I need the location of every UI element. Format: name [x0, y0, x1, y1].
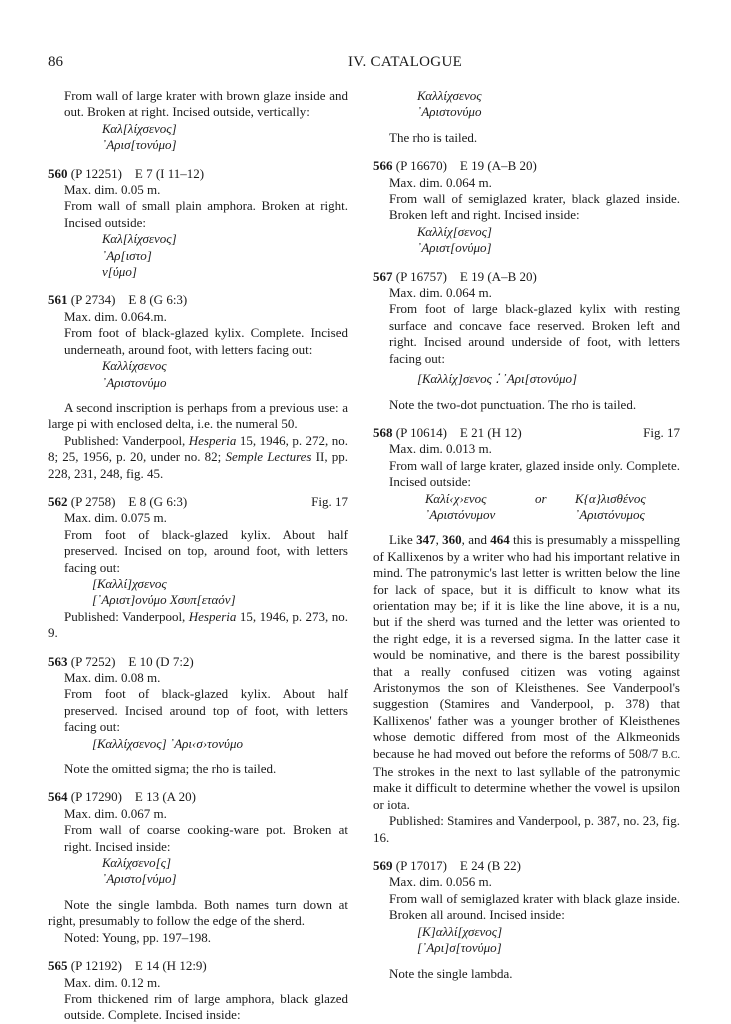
entry-continued [373, 88, 680, 146]
entry-dimension: Max. dim. 0.064 m. [389, 285, 492, 301]
greek-inscription-line: ᾿Αριστονύμο [417, 104, 482, 120]
greek-inscription-line: Καλλίχ[σενος] [417, 223, 492, 239]
greek-variant-readings [373, 507, 680, 523]
entry-note: A second inscription is perhaps from a previous use: a large pi with enclosed delta, i.e. the numeral 50. [48, 399, 348, 432]
catalogue-entry-567 [373, 269, 680, 413]
greek-inscription-line: [Καλλί]χσενος [92, 575, 167, 591]
deposit-location: E 10 (D 7:2) [128, 653, 194, 669]
greek-inscription-line: Καλλίχσενος [417, 88, 482, 103]
entry-dimension: Max. dim. 0.064 m. [389, 174, 492, 190]
greek-variant-readings [373, 491, 680, 507]
catalogue-entry-564 [48, 789, 348, 946]
entry-heading [48, 292, 348, 308]
deposit-location: E 19 (A–B 20) [459, 158, 537, 174]
deposit-location: E 8 (G 6:3) [128, 493, 188, 509]
entry-dimension: Max. dim. 0.05 m. [64, 182, 161, 198]
page-header [0, 54, 731, 74]
inventory-ref: (P 2758) [70, 493, 116, 509]
catalogue-entry-568 [373, 425, 680, 846]
greek-reading-b-line: Κ{α}λισθένος [575, 490, 646, 506]
deposit-location: E 14 (H 12:9) [134, 958, 207, 974]
deposit-location: E 13 (A 20) [134, 789, 196, 805]
inventory-ref: (P 10614) [395, 424, 447, 440]
entry-number: 568 [373, 424, 393, 440]
entry-noted: Noted: Young, pp. 197–198. [64, 929, 211, 945]
entry-heading [373, 158, 680, 174]
entry-number: 563 [48, 653, 68, 669]
entry-number: 567 [373, 268, 393, 284]
greek-inscription-line: ᾿Αριστονύμο [102, 374, 167, 390]
running-title: IV. CATALOGUE [347, 54, 463, 70]
greek-inscription-line: [Καλλίχσενος] ᾿Αρι‹σ›τονύμο [92, 735, 243, 751]
entry-heading [48, 494, 348, 510]
greek-inscription-line: ᾿Αρισ[τονύμο] [102, 137, 177, 153]
entry-dimension: Max. dim. 0.056 m. [389, 874, 492, 890]
deposit-location: E 7 (I 11–12) [134, 165, 205, 181]
entry-description: From wall of coarse cooking-ware pot. Broken at right. Incised inside: [64, 822, 348, 854]
greek-inscription-line: Καλίχσενο[ς] [102, 855, 172, 871]
catalogue-entry-566 [373, 158, 680, 256]
greek-inscription-line: [Καλλίχ]σενος ⁚ ᾿Αρι[στονύμο] [417, 371, 578, 387]
greek-reading-b-line: ᾿Αριστόνυμος [575, 506, 645, 522]
left-column [48, 88, 348, 1024]
entry-note: The rho is tailed. [389, 129, 478, 145]
entry-description: From wall of large krater, glazed inside only. Complete. Incised outside: [389, 457, 680, 490]
greek-inscription-line: [Κ]αλλί[χσενος] [417, 923, 503, 939]
entry-number: 562 [48, 493, 68, 509]
page-number: 86 [48, 54, 63, 70]
cross-reference: 464 [490, 532, 510, 548]
entry-description: From wall of semiglazed krater with black glaze inside. Broken all around. Incised inside: [389, 890, 680, 923]
inventory-ref: (P 7252) [70, 653, 116, 669]
catalogue-entry-562 [48, 494, 348, 642]
entry-note: Note the single lambda. Both names turn down at right, presumably to follow the edge of the sherd. [48, 896, 348, 929]
figure-reference: Fig. 17 [311, 493, 348, 509]
catalogue-entry-560 [48, 166, 348, 281]
entry-heading [48, 789, 348, 805]
greek-reading-a-line: Καλί‹χ›ενος [425, 490, 487, 506]
entry-number: 565 [48, 958, 68, 974]
entry-description: From foot of black-glazed kylix. About half preserved. Incised on top, around foot, with letters facing out: [64, 526, 348, 575]
greek-inscription-line: ν[ύμο] [102, 264, 137, 280]
entry-dimension: Max. dim. 0.067 m. [64, 805, 167, 821]
entry-discussion: Like 347, 360, and 464 this is presumably a misspelling of Kallixenos by a writer who had his important relative in mind. The patronymic's last letter is written below the line for lack of space, but it is difficult to know what its orientation may be; if it is like the line above, it is a nu, but if the sherd was turned and the letter was oriented to the right edge, it is a reversed sigma. In the latter case it would be nominative, and there is the barest possibility that a really confused citizen was voting against Aristonymos the son of Kleisthenes. See Vanderpool's suggestion (Stamires and Vanderpool, p. 378) that Kallixenos' father was a younger brother of Kleisthenes whose demotic differed from most of the Alkmeonids because he had moved out before the reforms of 508/7 B.C. The strokes in the next to last syllable of the patronymic make it difficult to determine whether the vowel is upsilon or iota. [373, 532, 680, 812]
entry-number: 566 [373, 158, 393, 174]
greek-inscription-line: Καλλίχσενος [102, 358, 167, 374]
greek-reading-a-line: ᾿Αριστόνυμον [425, 506, 496, 522]
or-label: or [535, 490, 547, 506]
entry-number: 564 [48, 789, 68, 805]
entry-publication: Published: Vanderpool, Hesperia 15, 1946, p. 272, no. 8; 25, 1956, p. 20, under no. 82; Semple Lectures II, pp. 228, 231, 248, fig. 45. [48, 432, 349, 481]
deposit-location: E 19 (A–B 20) [459, 268, 537, 284]
catalogue-entry-561 [48, 292, 348, 481]
greek-inscription-line: Καλ[λίχσενος] [102, 120, 177, 136]
entry-dimension: Max. dim. 0.075 m. [64, 510, 167, 526]
entry-heading [373, 269, 680, 285]
greek-inscription-line: [᾿Αρι]σ[τονύμο] [417, 940, 502, 956]
inventory-ref: (P 16670) [395, 158, 447, 174]
entry-publication: Published: Vanderpool, Hesperia 15, 1946, p. 273, no. 9. [48, 608, 348, 641]
entry-heading [48, 654, 348, 670]
entry-dimension: Max. dim. 0.013 m. [389, 441, 492, 457]
entry-description: From wall of small plain amphora. Broken at right. Incised outside: [64, 198, 348, 230]
entry-note: Note the two-dot punctuation. The rho is tailed. [389, 396, 637, 412]
greek-inscription-line: Καλ[λίχσενος] [102, 231, 177, 247]
entry-number: 560 [48, 165, 68, 181]
inventory-ref: (P 12251) [70, 165, 122, 181]
catalogue-entry-569 [373, 858, 680, 982]
inventory-ref: (P 17017) [395, 858, 447, 874]
entry-description: From foot of black-glazed kylix. About half preserved. Incised around top of foot, with letters facing out: [64, 686, 348, 735]
cross-reference: 360 [442, 532, 462, 548]
cross-reference: 347 [416, 532, 436, 548]
entry-number: 569 [373, 858, 393, 874]
entry-note: Note the single lambda. [389, 965, 513, 981]
entry-heading [48, 958, 348, 974]
entry-description: From wall of large krater with brown glaze inside and out. Broken at right. Incised outside, vertically: [64, 88, 348, 120]
entry-publication: Published: Stamires and Vanderpool, p. 387, no. 23, fig. 16. [373, 813, 680, 845]
inventory-ref: (P 12192) [70, 958, 122, 974]
inventory-ref: (P 16757) [395, 268, 447, 284]
entry-continued [48, 88, 348, 154]
entry-heading [373, 425, 680, 441]
greek-inscription-line: ᾿Αριστ[ονύμο] [417, 240, 492, 256]
greek-inscription-line: ᾿Αρ[ιστο] [102, 247, 152, 263]
entry-dimension: Max. dim. 0.08 m. [64, 670, 161, 685]
entry-number: 561 [48, 292, 68, 308]
entry-heading [48, 166, 348, 182]
inventory-ref: (P 2734) [70, 292, 116, 308]
entry-heading [373, 858, 680, 874]
greek-inscription-line: [᾿Αριστ]ονύμο Χσυπ[εταόν] [92, 592, 236, 608]
deposit-location: E 24 (B 22) [459, 858, 521, 874]
entry-description: From thickened rim of large amphora, black glazed outside. Complete. Incised inside: [64, 990, 348, 1023]
inventory-ref: (P 17290) [70, 789, 122, 805]
deposit-location: E 21 (H 12) [459, 424, 522, 440]
catalogue-entry-563 [48, 654, 348, 778]
entry-description: From wall of semiglazed krater, black glazed inside. Broken left and right. Incised inside: [389, 191, 680, 223]
entry-dimension: Max. dim. 0.064.m. [64, 308, 167, 324]
entry-dimension: Max. dim. 0.12 m. [64, 974, 161, 990]
greek-inscription-line: ᾿Αριστο[νύμο] [102, 871, 177, 887]
entry-description: From foot of large black-glazed kylix with resting surface and concave face reserved. Broken left and right. Incised around underside of foot, with letters facing out: [389, 301, 680, 366]
right-column [373, 88, 680, 982]
catalogue-entry-565 [48, 958, 348, 1024]
entry-note: Note the omitted sigma; the rho is tailed. [64, 761, 277, 777]
entry-description: From foot of black-glazed kylix. Complete. Incised underneath, around foot, with letters facing out: [64, 325, 348, 357]
deposit-location: E 8 (G 6:3) [128, 292, 188, 308]
figure-reference: Fig. 17 [643, 424, 680, 440]
